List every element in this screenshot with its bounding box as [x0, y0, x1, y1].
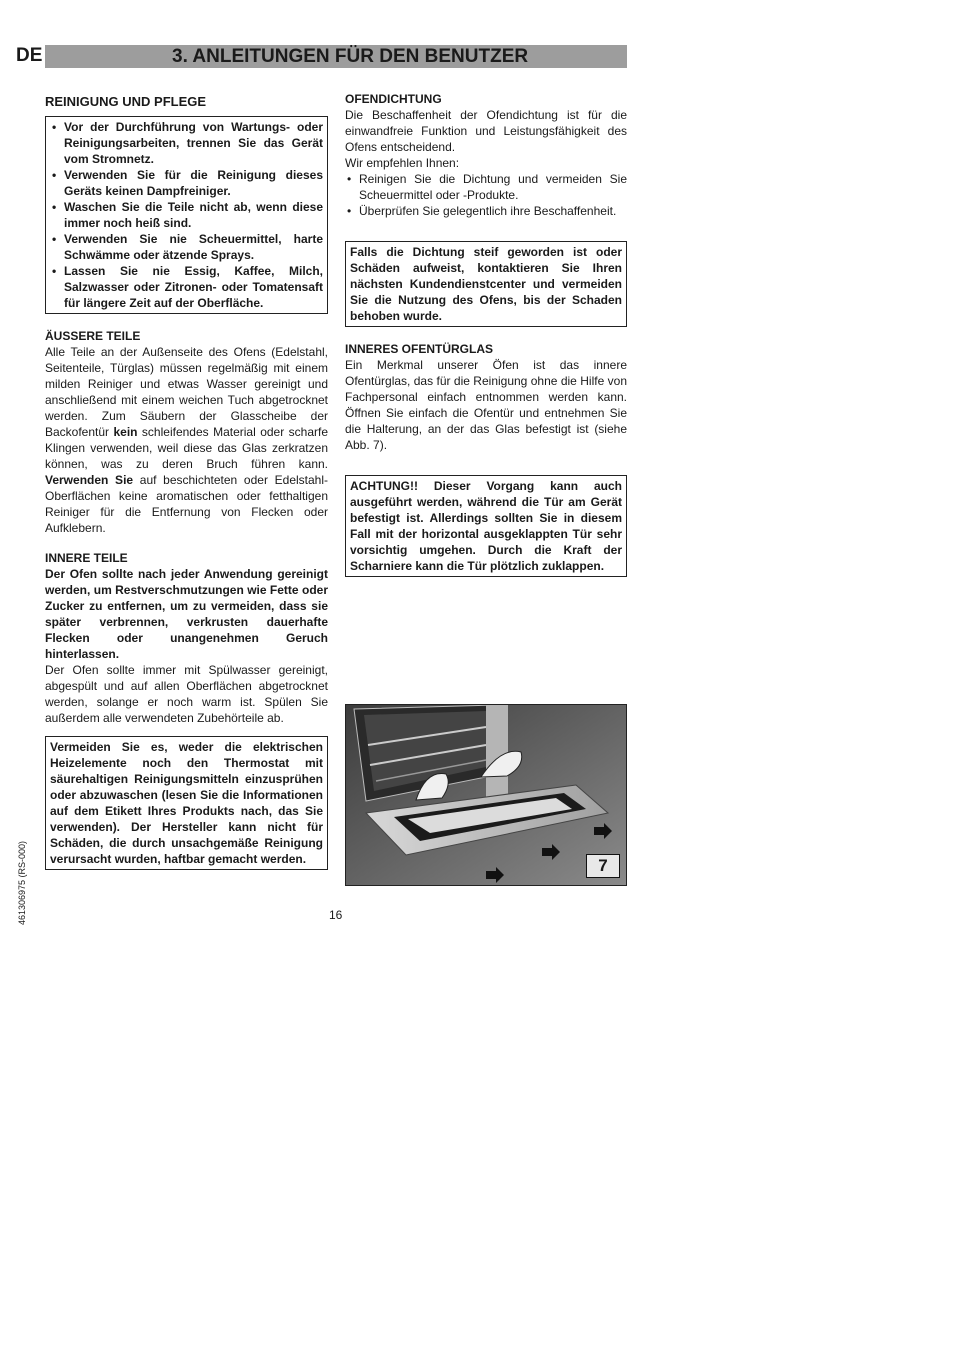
section-title-ofendichtung: OFENDICHTUNG [345, 92, 442, 106]
oven-door-illustration [346, 705, 626, 885]
ofentuerglas-paragraph: Ein Merkmal unserer Öfen ist das innere Ofentürglas, das für die Reinigung ohne die Hilfe von Fachpersonal einfach entnommen werden kann. Öffnen Sie einfach die Ofentür und entnehmen Sie die Halterung, an der das Glas befestigt ist (siehe Abb. 7). [345, 358, 627, 452]
safety-bullet: • Vor der Durchführung von Wartungs- oder Reinigungsarbeiten, trennen Sie das Gerät vom Stromnetz. [50, 119, 323, 167]
ofendichtung-bullet: • Überprüfen Sie gelegentlich ihre Beschaffenheit. [345, 203, 627, 219]
page-title: 3. ANLEITUNGEN FÜR DEN BENUTZER [172, 46, 529, 67]
achtung-warning-box: ACHTUNG!! Dieser Vorgang kann auch ausgeführt werden, während die Tür am Gerät befestigt ist. Allerdings sollten Sie in diesem Fall mit der horizontal ausgeklappten Tür sehr vorsichtig umgehen. Durch die Kraft der Scharniere kann die Tür plötzlich zuklappen. [345, 475, 627, 577]
left-column [45, 93, 328, 870]
safety-bullet: • Verwenden Sie nie Scheuermittel, harte Schwämme oder ätzende Sprays. [50, 231, 323, 263]
oven-door-glass-figure [345, 704, 627, 886]
safety-bullet-box [45, 116, 328, 314]
ofendichtung-intro: Wir empfehlen Ihnen: [345, 156, 460, 170]
figure-number-label: 7 [586, 854, 620, 878]
language-code: DE [16, 45, 43, 66]
safety-bullet: • Lassen Sie nie Essig, Kaffee, Milch, Salzwasser oder Zitronen- oder Tomatensaft für längere Zeit auf der Oberfläche. [50, 263, 323, 311]
section-title-reinigung: REINIGUNG UND PFLEGE [45, 94, 207, 109]
ofendichtung-bullet: • Reinigen Sie die Dichtung und vermeiden Sie Scheuermittel oder -Produkte. [345, 171, 627, 203]
safety-bullet: • Waschen Sie die Teile nicht ab, wenn diese immer noch heiß sind. [50, 199, 323, 231]
section-title-innere-teile: INNERE TEILE [45, 551, 128, 565]
right-column [345, 91, 627, 577]
seal-warning-box: Falls die Dichtung steif geworden ist oder Schäden aufweist, kontaktieren Sie Ihren nächsten Kundendienstcenter und vermeiden Sie die Nutzung des Ofens, bis der Schaden behoben wurde. [345, 241, 627, 327]
section-title-inneres-ofentuerglas: INNERES OFENTÜRGLAS [345, 342, 494, 356]
aussere-teile-paragraph: Alle Teile an der Außenseite des Ofens (Edelstahl, Seitenteile, Türglas) müssen regelmäßig mit einem milden Reiniger und etwas Wasser gereinigt und anschließend mit einem weichen Tuch abgetrocknet werden. Zum Säubern der Glasscheibe der Backofentür kein schleifendes Material oder scharfe Klingen verwenden, weil diese das Glas zerkratzen können, was zu deren Bruch führen kann. Verwenden Sie auf beschichteten oder Edelstahl-Oberflächen keine aromatischen oder fetthaltigen Reiniger für die Entfernung von Flecken oder Aufklebern. [45, 345, 329, 535]
ofendichtung-paragraph: Die Beschaffenheit der Ofendichtung ist für die einwandfreie Funktion und Leistungsfähigkeit des Ofens entscheidend. [345, 108, 627, 154]
page-number: 16 [329, 908, 343, 922]
innere-teile-bold-paragraph: Der Ofen sollte nach jeder Anwendung gereinigt werden, um Restverschmutzungen wie Fette oder Zucker zu entfernen, um zu vermeiden, dass sie später verbrennen, verkrusten dauerhafte Flecken oder unangenehmen Geruch hinterlassen. [45, 567, 328, 661]
section-title-aussere-teile: ÄUSSERE TEILE [45, 329, 141, 343]
heating-element-warning-box: Vermeiden Sie es, weder die elektrischen Heizelemente noch den Thermostat mit säurehaltigen Reinigungsmitteln einzusprühen oder abzuwaschen (lesen Sie die Informationen auf dem Etikett Ihres Produkts nach, das Sie verwenden). Der Hersteller kann nicht für Schäden, die durch unsachgemäße Reinigung verursacht wurden, haftbar gemacht werden. [45, 736, 328, 870]
ofendichtung-list [345, 171, 627, 219]
document-code: 461306975 (RS-000) [17, 840, 27, 925]
safety-bullet: • Verwenden Sie für die Reinigung dieses Geräts keinen Dampfreiniger. [50, 167, 323, 199]
innere-teile-paragraph: Der Ofen sollte immer mit Spülwasser gereinigt, abgespült und auf allen Oberflächen abgetrocknet werden, solange er noch warm ist. Spülen Sie außerdem alle verwendeten Zubehörteile ab. [45, 663, 328, 725]
